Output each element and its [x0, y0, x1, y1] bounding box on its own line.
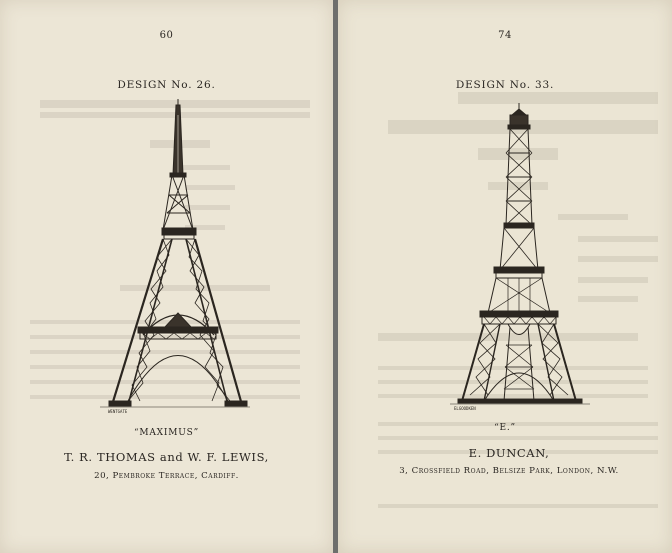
- page-number: 74: [498, 30, 512, 41]
- left-page: [0, 0, 333, 553]
- design-address: 20, Pembroke Terrace, Cardiff.: [94, 471, 239, 481]
- svg-text:WENTGATE: WENTGATE: [108, 409, 128, 414]
- page-number: 60: [159, 30, 174, 41]
- design-author: E. DUNCAN,: [468, 446, 550, 460]
- design-motto: “MAXIMUS”: [133, 428, 200, 438]
- tower-illustration-e: [338, 95, 672, 415]
- design-motto: “E.”: [494, 423, 516, 433]
- design-title: DESIGN No. 26.: [117, 79, 216, 91]
- design-authors: T. R. THOMAS and W. F. LEWIS,: [64, 450, 269, 464]
- tower-illustration-maximus: [0, 95, 333, 415]
- svg-text:ELGOODKEN: ELGOODKEN: [454, 406, 476, 411]
- design-address: 3, Crossfield Road, Belsize Park, London, N.W.: [399, 466, 619, 476]
- right-page: [338, 0, 672, 553]
- design-title: DESIGN No. 33.: [455, 79, 555, 91]
